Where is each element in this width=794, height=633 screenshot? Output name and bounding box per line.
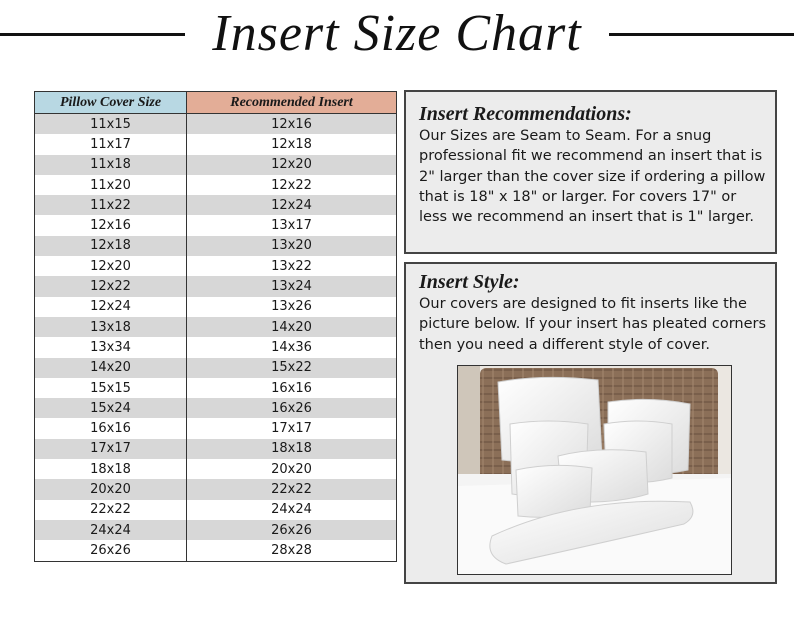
insert-size-cell: 13x20 (187, 236, 397, 256)
insert-style-panel (404, 262, 777, 584)
insert-size-cell: 17x17 (187, 418, 397, 438)
table-row (35, 276, 397, 296)
header-recommended-insert: Recommended Insert (187, 92, 397, 114)
title-rule-right (609, 33, 794, 36)
table-row (35, 358, 397, 378)
insert-size-cell: 14x20 (187, 317, 397, 337)
table-row (35, 378, 397, 398)
insert-style-heading: Insert Style: (419, 271, 520, 293)
cover-size-cell: 14x20 (35, 358, 187, 378)
table-row (35, 114, 397, 135)
cover-size-cell: 12x18 (35, 236, 187, 256)
insert-size-cell: 24x24 (187, 500, 397, 520)
insert-size-cell: 20x20 (187, 459, 397, 479)
header-pillow-cover-size: Pillow Cover Size (35, 92, 187, 114)
cover-size-cell: 12x24 (35, 297, 187, 317)
page-title: Insert Size Chart (212, 5, 582, 62)
pillow-inserts-photo (457, 365, 732, 575)
table-row (35, 540, 397, 561)
cover-size-cell: 16x16 (35, 418, 187, 438)
insert-size-cell: 14x36 (187, 337, 397, 357)
cover-size-cell: 11x22 (35, 195, 187, 215)
table-row (35, 256, 397, 276)
table-row (35, 479, 397, 499)
title-row (0, 0, 794, 70)
table-header-row (35, 92, 397, 114)
insert-size-cell: 18x18 (187, 439, 397, 459)
table-row (35, 134, 397, 154)
insert-style-text: Our covers are designed to fit inserts like the picture below. If your insert has pleated corners then you need a different style of cover. (419, 296, 767, 353)
table-body (35, 114, 397, 562)
cover-size-cell: 12x20 (35, 256, 187, 276)
recommendations-heading: Insert Recommendations: (419, 103, 632, 125)
title-rule-left (0, 33, 185, 36)
insert-size-cell: 12x18 (187, 134, 397, 154)
insert-size-cell: 13x17 (187, 215, 397, 235)
cover-size-cell: 17x17 (35, 439, 187, 459)
cover-size-cell: 24x24 (35, 520, 187, 540)
insert-size-cell: 16x16 (187, 378, 397, 398)
cover-size-cell: 11x20 (35, 175, 187, 195)
cover-size-cell: 11x18 (35, 155, 187, 175)
insert-size-cell: 13x26 (187, 297, 397, 317)
insert-size-cell: 12x22 (187, 175, 397, 195)
cover-size-cell: 13x34 (35, 337, 187, 357)
cover-size-cell: 11x17 (35, 134, 187, 154)
table-row (35, 439, 397, 459)
cover-size-cell: 12x16 (35, 215, 187, 235)
table-row (35, 520, 397, 540)
insert-size-cell: 22x22 (187, 479, 397, 499)
insert-size-cell: 12x16 (187, 114, 397, 135)
table-row (35, 317, 397, 337)
insert-size-cell: 12x20 (187, 155, 397, 175)
cover-size-cell: 26x26 (35, 540, 187, 561)
cover-size-cell: 20x20 (35, 479, 187, 499)
recommendations-panel (404, 90, 777, 254)
table-row (35, 215, 397, 235)
cover-size-cell: 15x24 (35, 398, 187, 418)
table-row (35, 175, 397, 195)
cover-size-cell: 15x15 (35, 378, 187, 398)
cover-size-cell: 22x22 (35, 500, 187, 520)
table-row (35, 418, 397, 438)
size-chart-table (34, 91, 397, 562)
insert-size-cell: 26x26 (187, 520, 397, 540)
cover-size-cell: 13x18 (35, 317, 187, 337)
table-row (35, 195, 397, 215)
recommendations-text: Our Sizes are Seam to Seam. For a snug professional fit we recommend an insert that is 2" larger than the cover size if ordering a pillow that is 18" x 18" or larger. For covers 17" or less we recommend an insert that is 1" larger. (419, 128, 766, 226)
table-row (35, 500, 397, 520)
table-row (35, 297, 397, 317)
cover-size-cell: 11x15 (35, 114, 187, 135)
table-row (35, 155, 397, 175)
insert-size-cell: 16x26 (187, 398, 397, 418)
cover-size-cell: 12x22 (35, 276, 187, 296)
insert-size-cell: 13x22 (187, 256, 397, 276)
table-row (35, 236, 397, 256)
table-row (35, 398, 397, 418)
insert-size-cell: 12x24 (187, 195, 397, 215)
insert-size-cell: 28x28 (187, 540, 397, 561)
table-row (35, 337, 397, 357)
table-row (35, 459, 397, 479)
insert-size-cell: 15x22 (187, 358, 397, 378)
insert-size-cell: 13x24 (187, 276, 397, 296)
cover-size-cell: 18x18 (35, 459, 187, 479)
